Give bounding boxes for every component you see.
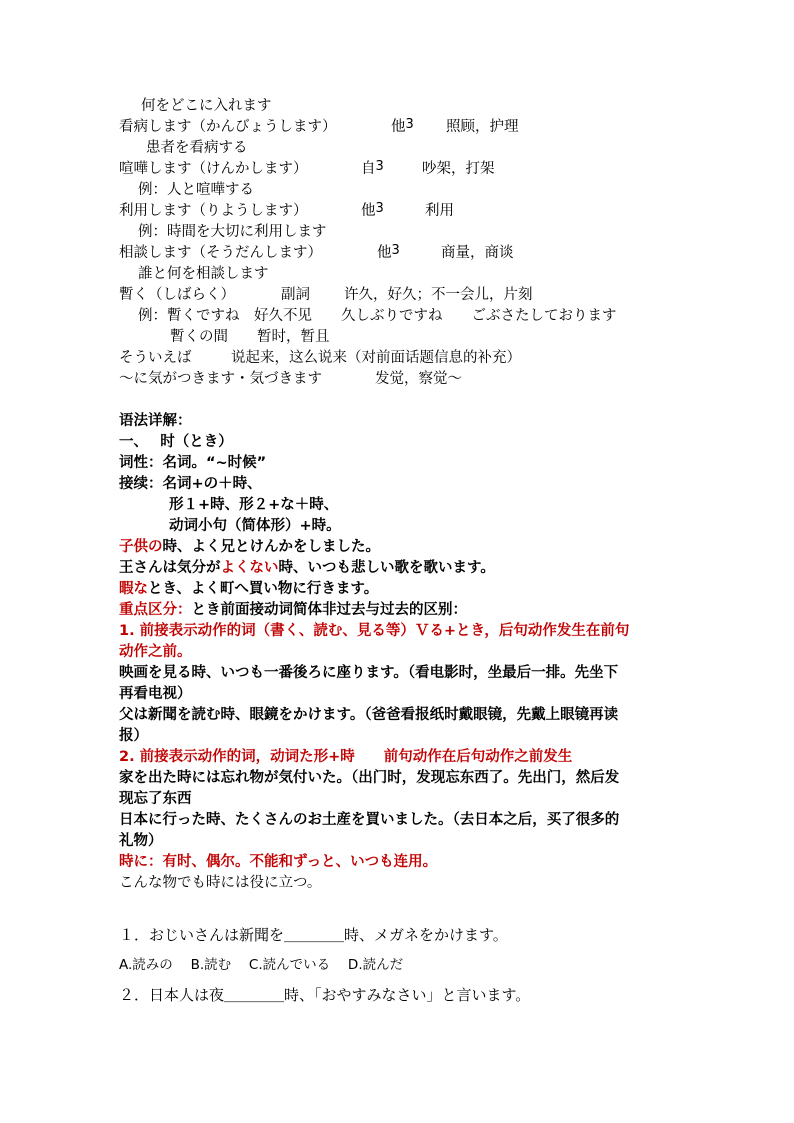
vocab-example: 誰と何を相談します [138,266,269,282]
vocab-entry [119,117,519,138]
vocab-meaning: 照顾，护理 [446,119,519,135]
exercise-question-1: １．おじいさんは新聞を＿＿＿＿時、メガネをかけます。 [119,926,508,944]
exercise-options-1: A.読みの B.読む C.読んでいる D.読んだ [119,957,404,973]
grammar-point-2: 2. 前接表示动作的词，动词た形+時 前句动作在后句动作之前发生 [119,749,573,765]
grammar-keypoint: 重点区分：とき前面接动词简体非过去与过去的区别： [119,602,467,618]
grammar-toki-example: こんな物でも時には役に立つ。 [119,875,322,891]
vocab-entry [119,285,533,305]
grammar-example: 暇なとき、よく町へ買い物に行きます。 [119,581,379,597]
vocab-type: 自3 [361,159,384,177]
grammar-sentence: 映画を見る時、いつも一番後ろに座ります。（看电影时，坐最后一排。先坐下 [119,665,619,681]
vocab-type: 他3 [377,243,400,261]
vocab-line [141,96,272,116]
grammar-sentence: 父は新聞を読む時、眼鏡をかけます。（爸爸看报纸时戴眼镜，先戴上眼镜再读 [119,707,619,723]
grammar-sentence: 现忘了东西 [119,791,192,807]
grammar-toki-ni: 時に：有时、偶尔。不能和ずっと、いつも连用。 [119,854,438,870]
vocab-type: 他3 [361,201,384,219]
vocab-entry [119,159,495,180]
vocab-entry [119,201,454,222]
vocab-type: 副詞 [281,287,310,303]
vocab-word: ～に気がつきます・気づきます [119,371,322,387]
grammar-point-1: 动作之前。 [119,644,192,660]
grammar-heading: 语法详解： [119,413,192,429]
grammar-sentence: 礼物） [119,833,163,849]
vocab-text: 何をどこに入れます [141,98,272,114]
grammar-connect: 形１+時、形２+な＋時、 [169,497,339,513]
vocab-example: 例：時間を大切に利用します [138,224,327,240]
vocab-word: 相談します（そうだんします） [119,245,322,261]
vocab-meaning: 商量，商谈 [441,245,514,261]
vocab-type: 他3 [391,117,414,135]
vocab-meaning: 吵架，打架 [422,161,495,177]
grammar-sentence: 日本に行った時、たくさんのお土産を買いました。（去日本之后，买了很多的 [119,812,620,828]
vocab-example: 例：暫くですね 好久不见 久しぶりですね ごぶさたしております [138,308,617,324]
vocab-example: 例：人と喧嘩する [138,182,254,198]
vocab-word: 喧嘩します（けんかします） [119,161,308,177]
vocab-word: そういえば [119,350,192,366]
grammar-item-title: 一、 时（とき） [119,434,233,450]
grammar-connect: 接续：名词+の＋時、 [119,476,262,492]
vocab-type: 说起来，这么说来（对前面话题信息的补充） [231,350,521,366]
exercise-question-2: ２．日本人は夜＿＿＿＿時、「おやすみなさい」と言います。 [119,986,531,1004]
vocab-word: 看病します（かんびょうします） [119,119,337,135]
vocab-entry [119,243,514,264]
grammar-example: 王さんは気分がよくない時、いつも悲しい歌を歌います。 [119,560,495,576]
vocab-meaning: 利用 [425,203,454,219]
vocab-entry [119,369,462,389]
vocab-meaning: 许久，好久；不一会儿，片刻 [344,287,533,303]
grammar-connect: 动词小句（简体形）+時。 [169,518,341,534]
vocab-example: 患者を看病する [146,140,248,156]
grammar-point-1: 1. 前接表示动作的词（書く、読む、見る等）Ｖる+とき，后句动作发生在前句 [119,623,630,639]
vocab-entry [119,348,521,368]
grammar-sentence: 报） [119,728,148,744]
grammar-sentence: 家を出た時には忘れ物が気付いた。（出门时，发现忘东西了。先出门，然后发 [119,770,620,786]
grammar-example: 子供の時、よく兄とけんかをしました。 [119,539,380,555]
vocab-word: 利用します（りようします） [119,203,308,219]
vocab-type: 发觉，察觉～ [375,371,462,387]
vocab-example: 暫くの間 暂时，暂且 [170,329,330,345]
vocab-word: 暫く（しばらく） [119,287,235,303]
grammar-pos: 词性：名词。“~时候” [119,455,267,471]
grammar-sentence: 再看电视） [119,686,192,702]
